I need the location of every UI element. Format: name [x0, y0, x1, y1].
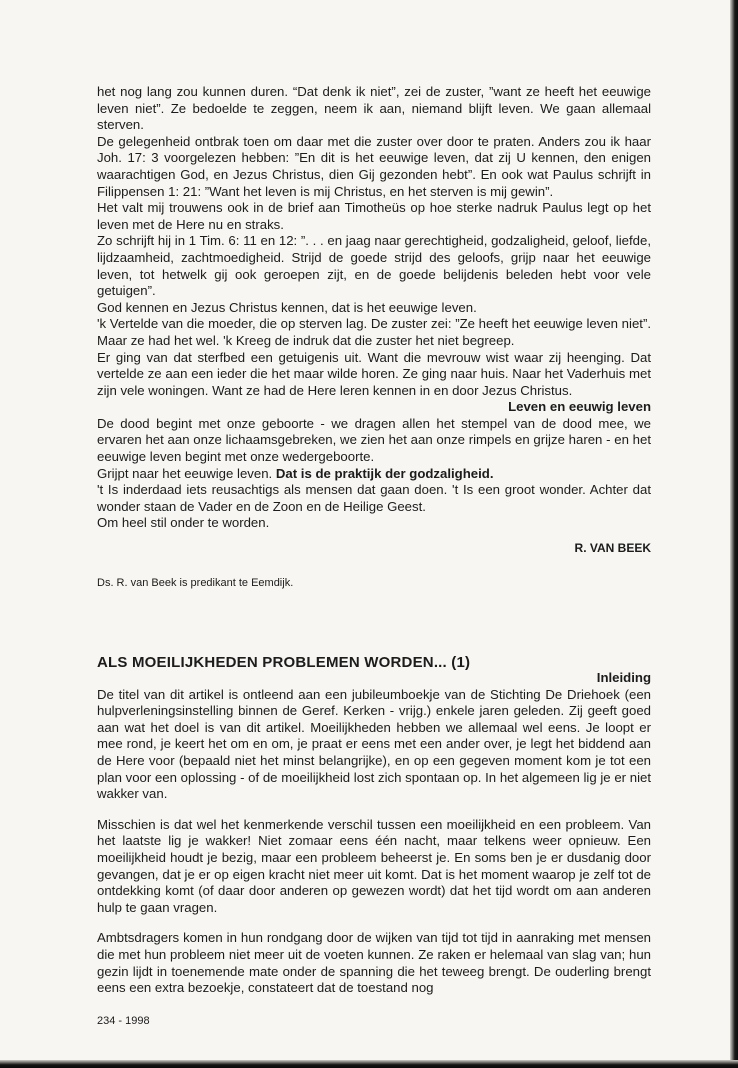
body-paragraph: De gelegenheid ontbrak toen om daar met die zuster over door te praten. Anders zou ik haar Joh. 17: 3 voorgelezen hebben: ”En dit is het eeuwige leven, dat zij U kennen, den enigen waarachtigen God, en Jezus Christus, dien Gij gezonden hebt”. En ook wat Paulus schrijft in Filippensen 1: 21: ”Want het leven is mij Christus, en het sterven is mij gewin”. [97, 133, 651, 199]
article-continued-column [97, 84, 651, 557]
grip-text: Grijpt naar het eeuwige leven. [97, 465, 276, 481]
body-paragraph: God kennen en Jezus Christus kennen, dat is het eeuwige leven. [97, 299, 477, 315]
author-bio: Ds. R. van Beek is predikant te Eemdijk. [97, 577, 294, 589]
body-paragraph: Om heel stil onder te worden. [97, 515, 270, 531]
paragraph-gap [97, 803, 651, 817]
article-title: ALS MOEILIJKHEDEN PROBLEMEN WORDEN... (1) [97, 654, 471, 671]
author-signature: R. VAN BEEK [574, 541, 651, 556]
section-subheading: Inleiding [596, 670, 651, 685]
body-paragraph: het nog lang zou kunnen duren. “Dat denk ik niet”, zei de zuster, ”want ze heeft het eeuwige leven niet”. Ze bedoelde te zeggen, neem ik aan, niemand blijft leven. We gaan allemaal sterven. [97, 84, 651, 133]
body-paragraph: Ambtsdragers komen in hun rondgang door de wijken van tijd tot tijd in aanraking met mensen die met hun probleem niet meer uit de voeten kunnen. Ze raken er helemaal van slag van; hun gezin lijdt in toenemende mate onder de spanning die het teweeg brengt. De ouderling brengt eens een extra bezoekje, constateert dat de toestand nog [97, 930, 651, 996]
body-paragraph: Er ging van dat sterfbed een getuigenis uit. Want die mevrouw wist waar zij heenging. Dat vertelde ze aan een ieder die het maar wilde horen. Ze ging naar huis. Naar het Vaderhuis met zijn vele woningen. Want ze had de Here leren kennen in en door Jezus Christus. [97, 349, 651, 398]
grip-emphasis: Dat is de praktijk der godzaligheid. [275, 465, 494, 481]
body-paragraph: Misschien is dat wel het kenmerkende verschil tussen een moeilijkheid en een probleem. Van het laatste lig je wakker! Niet zomaar eens één nacht, maar telkens weer opnieuw. Een moeilijkheid houdt je bezig, maar een probleem beheerst je. En soms ben je er dusdanig door gevangen, dat je er op eigen kracht niet meer uit komt. Dat is het moment waarop je zelf tot de ontdekking komt (of daar door anderen op gewezen wordt) dat het tijd wordt om aan anderen hulp te gaan vragen. [97, 816, 651, 915]
grip-paragraph [97, 466, 651, 483]
body-paragraph: De titel van dit artikel is ontleend aan een jubileumboekje van de Stichting De Driehoek (een hulpverleningsinstelling binnen de Geref. Kerken - vrijg.) enkele jaren geleden. Zij geeft goed aan wat het doel is van dit artikel. Moeilijkheden hebben we allemaal wel eens. Je loopt er mee rond, je keert het om en om, je praat er eens met een ander over, je legt het biddend aan de Here voor (bepaald niet het minst belangrijke), en op een gegeven moment kom je tot een plan voor een oplossing - of de moeilijkheid lost zich spontaan op. In het algemeen lig je er niet wakker van. [97, 686, 651, 802]
page-number: 234 - 1998 [97, 1015, 150, 1027]
body-paragraph: Het valt mij trouwens ook in de brief aan Timotheüs op hoe sterke nadruk Paulus legt op het leven met de Here nu en straks. [97, 200, 651, 232]
body-paragraph: De dood begint met onze geboorte - we dragen allen het stempel van de dood mee, we ervaren het aan onze lichaamsgebreken, we zien het aan onze rimpels en grijze haren - en het eeuwige leven begint met onze wedergeboorte. [97, 415, 651, 465]
body-paragraph: 't Is inderdaad iets reusachtigs als mensen dat gaan doen. 't Is een groot wonder. Achter dat wonder staan de Vader en de Zoon en de Heilige Geest. [97, 482, 651, 514]
page-edge-shadow-bottom [0, 1060, 738, 1068]
article-column [97, 670, 651, 997]
body-paragraph: Zo schrijft hij in 1 Tim. 6: 11 en 12: ”. . . en jaag naar gerechtigheid, godzaligheid, geloof, liefde, lijdzaamheid, zachtmoedigheid. Strijd de goede strijd des geloofs, grijp naar het eeuwige leven, tot hetwelk gij ook geroepen zijt, en de goede belijdenis beleden hebt voor vele getuigen”. [97, 233, 651, 299]
paragraph-gap [97, 916, 651, 930]
body-paragraph: 'k Vertelde van die moeder, die op sterven lag. De zuster zei: ”Ze heeft het eeuwige leven niet”. Maar ze had het wel. 'k Kreeg de indruk dat die zuster het niet begreep. [97, 316, 651, 348]
section-subheading: Leven en eeuwig leven [508, 399, 651, 415]
page-edge-shadow-right [730, 0, 738, 1068]
